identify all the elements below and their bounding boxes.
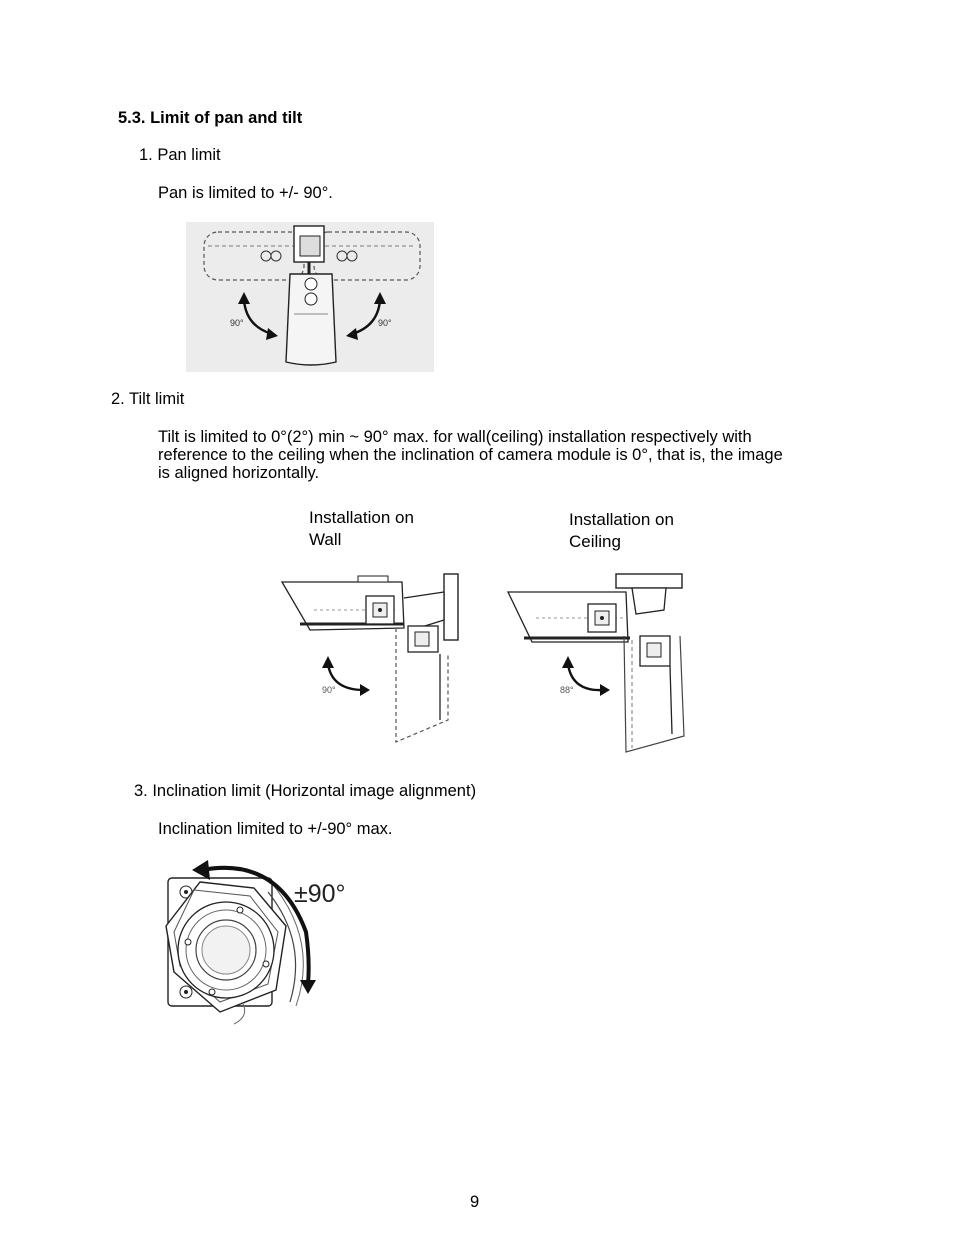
wall-tilt-angle-label: 90° <box>322 685 336 695</box>
page-number: 9 <box>470 1193 480 1211</box>
section-heading: 5.3. Limit of pan and tilt <box>118 109 303 127</box>
inclination-limit-title: 3. Inclination limit (Horizontal image alignment) <box>134 782 477 800</box>
wall-installation-figure <box>280 570 466 746</box>
tilt-limit-text-line3: is aligned horizontally. <box>158 464 320 482</box>
inclination-limit-text: Inclination limited to +/-90° max. <box>158 820 393 838</box>
wall-installation-caption-line2: Wall <box>309 530 342 549</box>
pan-limit-title: 1. Pan limit <box>139 146 221 164</box>
tilt-limit-title: 2. Tilt limit <box>111 390 185 408</box>
pan-right-angle-label: 90° <box>378 318 392 328</box>
pan-limit-figure <box>186 222 434 372</box>
inclination-figure <box>158 852 368 1032</box>
ceiling-installation-figure <box>506 570 694 754</box>
inclination-angle-label: ±90° <box>294 880 346 908</box>
wall-installation-caption-line1: Installation on <box>309 508 414 527</box>
tilt-limit-text-line1: Tilt is limited to 0°(2°) min ~ 90° max. for wall(ceiling) installation respectively with <box>158 428 752 446</box>
ceiling-tilt-angle-label: 88° <box>560 685 574 695</box>
ceiling-installation-caption-line1: Installation on <box>569 510 674 529</box>
ceiling-installation-caption-line2: Ceiling <box>569 532 621 551</box>
pan-limit-text: Pan is limited to +/- 90°. <box>158 184 333 202</box>
tilt-limit-text-line2: reference to the ceiling when the inclination of camera module is 0°, that is, the image <box>158 446 783 464</box>
pan-left-angle-label: 90° <box>230 318 244 328</box>
